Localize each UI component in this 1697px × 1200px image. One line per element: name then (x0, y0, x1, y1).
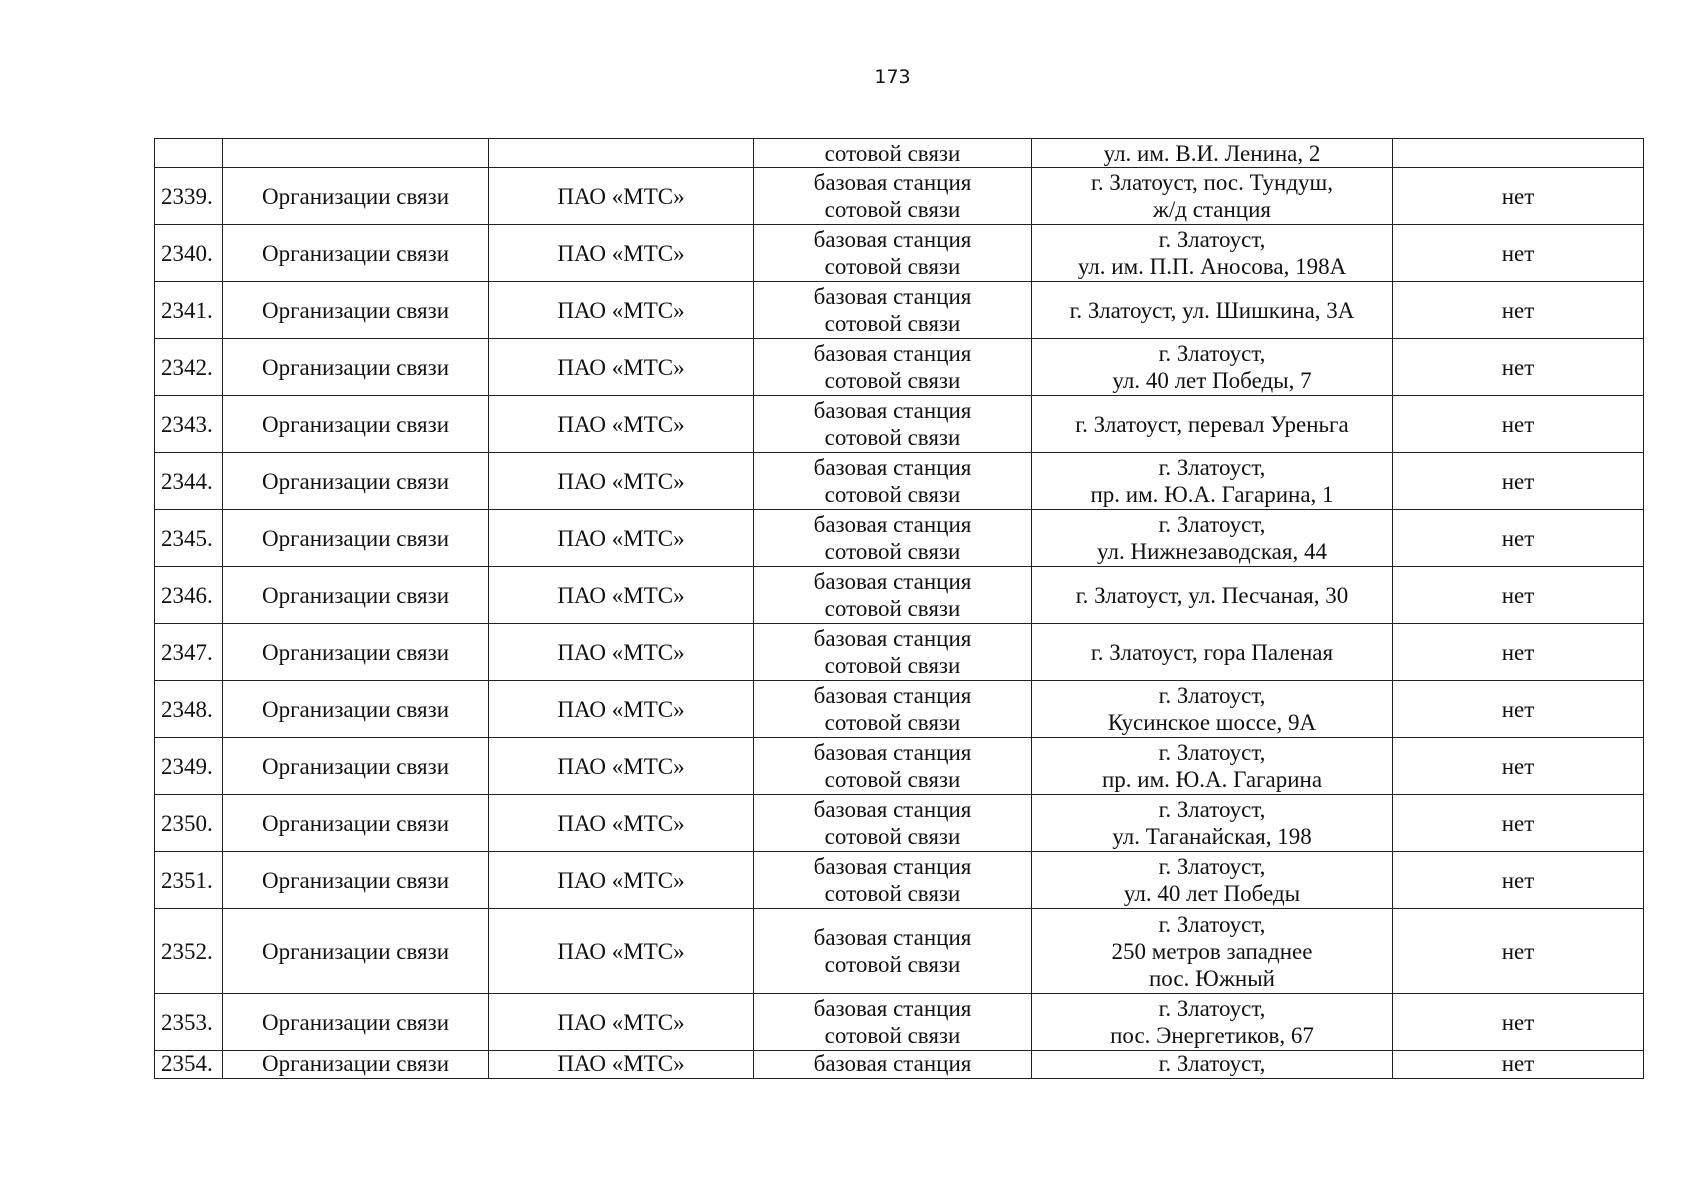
object-line: базовая станция (813, 341, 972, 366)
operator-cell: ПАО «МТС» (489, 453, 754, 510)
table-row (155, 624, 1644, 681)
address-line: пос. Энергетиков, 67 (1110, 1023, 1314, 1048)
object-cell (754, 567, 1032, 624)
category-cell: Организации связи (223, 795, 489, 852)
status-cell: нет (1393, 168, 1644, 225)
operator-cell: ПАО «МТС» (489, 339, 754, 396)
address-cell (1032, 396, 1393, 453)
category-cell: Организации связи (223, 282, 489, 339)
category-cell: Организации связи (223, 510, 489, 567)
category-cell: Организации связи (223, 168, 489, 225)
address-cell (1032, 909, 1393, 994)
object-cell (754, 681, 1032, 738)
category-cell: Организации связи (223, 681, 489, 738)
address-line: ул. 40 лет Победы (1123, 881, 1301, 906)
object-line: базовая станция (813, 227, 972, 252)
category-cell: Организации связи (223, 453, 489, 510)
operator-cell: ПАО «МТС» (489, 225, 754, 282)
operator-cell: ПАО «МТС» (489, 510, 754, 567)
operator-cell: ПАО «МТС» (489, 994, 754, 1051)
registry-table-body (155, 139, 1644, 1079)
object-line: базовая станция (813, 455, 972, 480)
row-number-cell: 2348. (155, 681, 223, 738)
table-row (155, 909, 1644, 994)
status-cell: нет (1393, 339, 1644, 396)
object-cell (754, 139, 1032, 168)
object-line: сотовой связи (824, 1023, 961, 1048)
row-number-cell: 2349. (155, 738, 223, 795)
address-line: г. Златоуст, ул. Шишкина, 3А (1069, 297, 1355, 323)
object-cell (754, 510, 1032, 567)
object-line: сотовой связи (824, 824, 961, 849)
object-line: базовая станция (813, 512, 972, 537)
address-line: г. Златоуст, (1158, 797, 1266, 822)
table-row (155, 339, 1644, 396)
object-cell (754, 282, 1032, 339)
address-line: г. Златоуст, (1158, 996, 1266, 1021)
object-line: сотовой связи (824, 539, 961, 564)
status-cell: нет (1393, 909, 1644, 994)
address-line: г. Златоуст, (1158, 512, 1266, 537)
status-cell: нет (1393, 1051, 1644, 1079)
address-line: пр. им. Ю.А. Гагарина, 1 (1090, 482, 1334, 507)
category-cell (223, 139, 489, 168)
object-cell (754, 225, 1032, 282)
address-cell (1032, 994, 1393, 1051)
address-cell (1032, 624, 1393, 681)
table-row (155, 453, 1644, 510)
row-number-cell (155, 139, 223, 168)
object-line: сотовой связи (824, 596, 961, 621)
operator-cell: ПАО «МТС» (489, 681, 754, 738)
row-number-cell: 2354. (155, 1051, 223, 1079)
row-number-cell: 2346. (155, 567, 223, 624)
object-cell (754, 738, 1032, 795)
object-cell (754, 852, 1032, 909)
object-line: сотовой связи (824, 482, 961, 507)
address-cell (1032, 852, 1393, 909)
object-cell (754, 396, 1032, 453)
object-line: базовая станция (813, 170, 972, 195)
address-line: г. Златоуст, (1158, 740, 1266, 765)
status-cell: нет (1393, 225, 1644, 282)
address-line: ул. 40 лет Победы, 7 (1112, 368, 1312, 393)
operator-cell: ПАО «МТС» (489, 282, 754, 339)
operator-cell: ПАО «МТС» (489, 396, 754, 453)
table-row (155, 795, 1644, 852)
row-number-cell: 2342. (155, 339, 223, 396)
table-row (155, 225, 1644, 282)
row-number-cell: 2345. (155, 510, 223, 567)
object-line: сотовой связи (824, 141, 961, 166)
row-number-cell: 2343. (155, 396, 223, 453)
category-cell: Организации связи (223, 567, 489, 624)
address-cell (1032, 139, 1393, 168)
operator-cell: ПАО «МТС» (489, 624, 754, 681)
operator-cell: ПАО «МТС» (489, 738, 754, 795)
address-line: г. Златоуст, перевал Уреньга (1075, 411, 1349, 437)
address-line: г. Златоуст, (1158, 911, 1266, 937)
address-line: ул. им. П.П. Аносова, 198А (1077, 254, 1347, 279)
object-line: базовая станция (813, 797, 972, 822)
object-cell (754, 795, 1032, 852)
address-line: Кусинское шоссе, 9А (1107, 710, 1317, 735)
table-row (155, 510, 1644, 567)
operator-cell: ПАО «МТС» (489, 567, 754, 624)
address-line: ул. Нижнезаводская, 44 (1097, 539, 1327, 564)
address-line: г. Златоуст, (1158, 1051, 1266, 1076)
row-number-cell: 2339. (155, 168, 223, 225)
address-cell (1032, 795, 1393, 852)
address-line: г. Златоуст, (1158, 341, 1266, 366)
category-cell: Организации связи (223, 994, 489, 1051)
address-cell (1032, 339, 1393, 396)
object-line: базовая станция (813, 398, 972, 423)
table-row (155, 396, 1644, 453)
object-cell (754, 909, 1032, 994)
category-cell: Организации связи (223, 624, 489, 681)
status-cell: нет (1393, 567, 1644, 624)
object-line: сотовой связи (824, 767, 961, 792)
object-line: сотовой связи (824, 710, 961, 735)
operator-cell: ПАО «МТС» (489, 909, 754, 994)
status-cell: нет (1393, 681, 1644, 738)
address-cell (1032, 567, 1393, 624)
status-cell: нет (1393, 282, 1644, 339)
page-number: 173 (874, 66, 911, 88)
address-line: г. Златоуст, гора Паленая (1090, 639, 1334, 665)
address-line: г. Златоуст, (1158, 854, 1266, 879)
address-cell (1032, 453, 1393, 510)
category-cell: Организации связи (223, 1051, 489, 1079)
object-cell (754, 994, 1032, 1051)
object-cell (754, 168, 1032, 225)
table-row (155, 168, 1644, 225)
operator-cell: ПАО «МТС» (489, 852, 754, 909)
object-line: сотовой связи (824, 425, 961, 450)
row-number-cell: 2347. (155, 624, 223, 681)
address-line: ж/д станция (1153, 197, 1271, 222)
object-cell (754, 624, 1032, 681)
operator-cell: ПАО «МТС» (489, 168, 754, 225)
object-line: базовая станция (813, 569, 972, 594)
object-line: сотовой связи (824, 881, 961, 906)
status-cell: нет (1393, 795, 1644, 852)
address-line: ул. Таганайская, 198 (1112, 824, 1312, 849)
object-line: базовая станция (813, 740, 972, 765)
object-cell (754, 453, 1032, 510)
address-line: г. Златоуст, пос. Тундуш, (1090, 170, 1334, 195)
registry-table (154, 138, 1644, 1079)
operator-cell (489, 139, 754, 168)
address-cell (1032, 168, 1393, 225)
address-line: пос. Южный (1149, 965, 1275, 991)
object-line: сотовой связи (824, 254, 961, 279)
table-row (155, 852, 1644, 909)
status-cell: нет (1393, 994, 1644, 1051)
status-cell: нет (1393, 510, 1644, 567)
address-line: г. Златоуст, (1158, 227, 1266, 252)
address-line: 250 метров западнее (1111, 938, 1313, 964)
category-cell: Организации связи (223, 852, 489, 909)
address-cell (1032, 681, 1393, 738)
object-line: базовая станция (813, 925, 972, 950)
row-number-cell: 2353. (155, 994, 223, 1051)
table-row (155, 681, 1644, 738)
row-number-cell: 2350. (155, 795, 223, 852)
object-line: базовая станция (813, 1051, 972, 1076)
object-line: сотовой связи (824, 653, 961, 678)
category-cell: Организации связи (223, 225, 489, 282)
address-line: пр. им. Ю.А. Гагарина (1101, 767, 1323, 792)
continuation-row (155, 139, 1644, 168)
category-cell: Организации связи (223, 396, 489, 453)
object-line: базовая станция (813, 626, 972, 651)
address-line: ул. им. В.И. Ленина, 2 (1103, 141, 1321, 166)
table-row (155, 1051, 1644, 1079)
object-cell (754, 339, 1032, 396)
object-line: сотовой связи (824, 311, 961, 336)
address-line: г. Златоуст, (1158, 455, 1266, 480)
category-cell: Организации связи (223, 738, 489, 795)
operator-cell: ПАО «МТС» (489, 1051, 754, 1079)
status-cell: нет (1393, 624, 1644, 681)
object-line: базовая станция (813, 683, 972, 708)
object-cell (754, 1051, 1032, 1079)
category-cell: Организации связи (223, 909, 489, 994)
category-cell: Организации связи (223, 339, 489, 396)
operator-cell: ПАО «МТС» (489, 795, 754, 852)
object-line: базовая станция (813, 284, 972, 309)
address-line: г. Златоуст, ул. Песчаная, 30 (1075, 582, 1349, 608)
row-number-cell: 2351. (155, 852, 223, 909)
address-line: г. Златоуст, (1158, 683, 1266, 708)
status-cell: нет (1393, 852, 1644, 909)
status-cell: нет (1393, 396, 1644, 453)
status-cell: нет (1393, 453, 1644, 510)
table-row (155, 282, 1644, 339)
address-cell (1032, 510, 1393, 567)
address-cell (1032, 282, 1393, 339)
table-row (155, 738, 1644, 795)
object-line: сотовой связи (824, 952, 961, 977)
table-row (155, 994, 1644, 1051)
table-row (155, 567, 1644, 624)
row-number-cell: 2344. (155, 453, 223, 510)
address-cell (1032, 738, 1393, 795)
address-cell (1032, 1051, 1393, 1079)
status-cell: нет (1393, 738, 1644, 795)
row-number-cell: 2340. (155, 225, 223, 282)
object-line: сотовой связи (824, 197, 961, 222)
object-line: базовая станция (813, 996, 972, 1021)
object-line: базовая станция (813, 854, 972, 879)
object-line: сотовой связи (824, 368, 961, 393)
row-number-cell: 2352. (155, 909, 223, 994)
row-number-cell: 2341. (155, 282, 223, 339)
address-cell (1032, 225, 1393, 282)
status-cell (1393, 139, 1644, 168)
